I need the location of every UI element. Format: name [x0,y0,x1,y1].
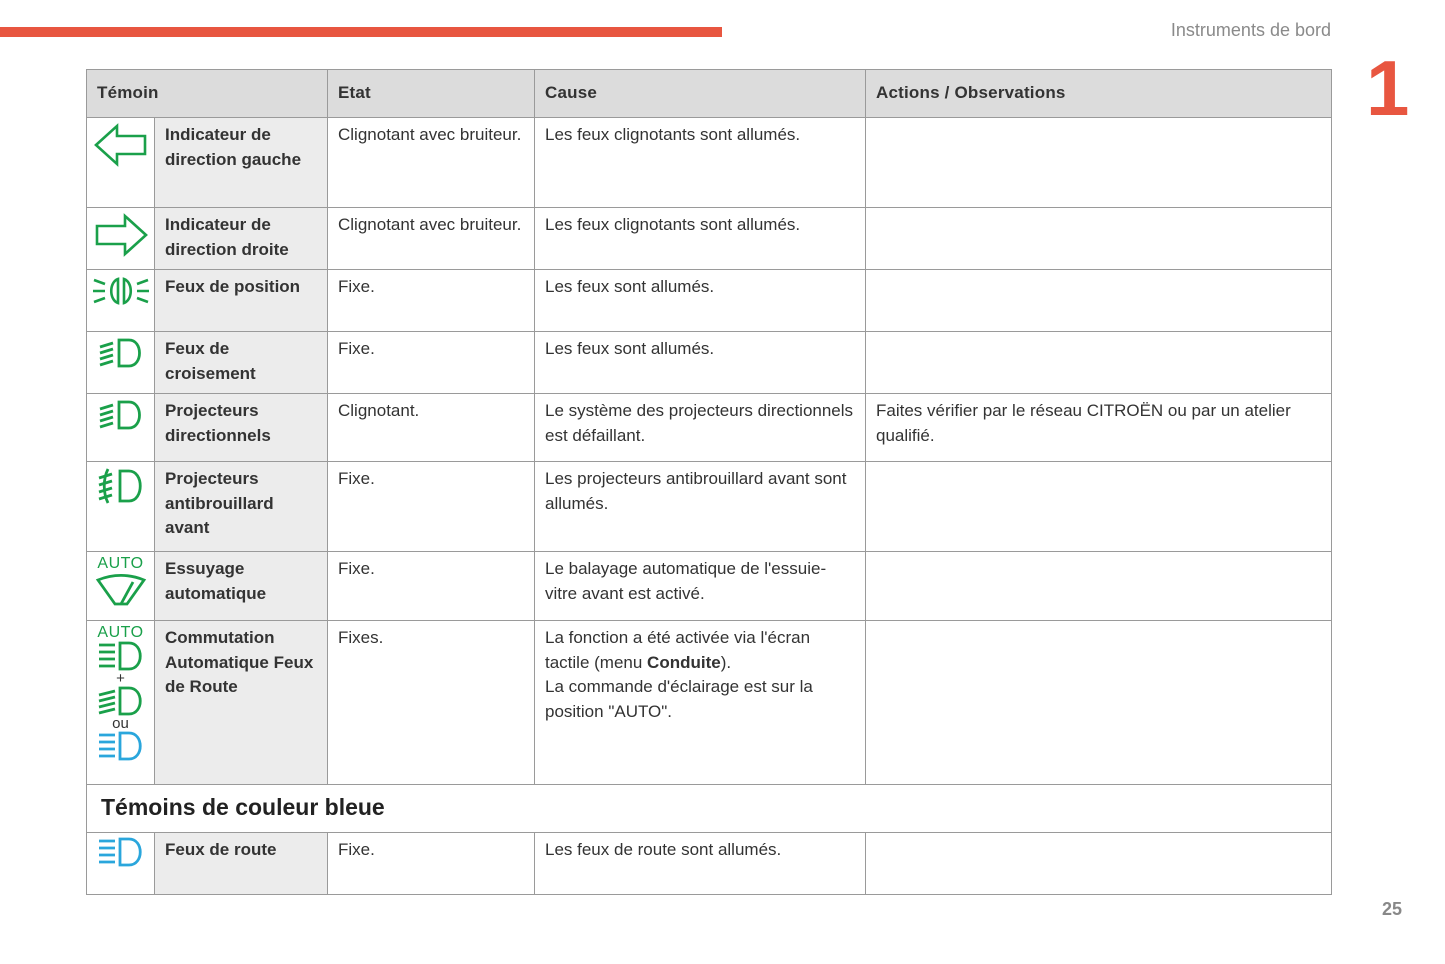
row-action [866,270,1332,332]
row-cause: Les feux clignotants sont allumés. [535,208,866,270]
section-title: Instruments de bord [1170,20,1331,40]
auto-label: AUTO [97,624,144,641]
row-cause: Le système des projecteurs directionnels est défaillant. [535,394,866,462]
cause-text: ). [720,652,732,672]
top-accent-bar [0,27,722,37]
indicator-table [86,69,1332,895]
main-beam-blue-icon [96,731,146,761]
or-label: ou [112,715,129,732]
column-header-temoin: Témoin [87,70,328,118]
row-cause: Le balayage automatique de l'essuie-vitre avant est activé. [535,552,866,621]
row-action [866,552,1332,621]
row-name: Feux de croisement [155,332,328,394]
table-row [87,462,1332,552]
row-etat: Clignotant avec bruiteur. [328,208,535,270]
table-row [87,833,1332,895]
page-number: 25 [1382,899,1403,919]
table-header-row [87,70,1332,118]
row-name: Indicateur de direction droite [155,208,328,270]
auto-wiper-icon [87,552,155,621]
row-name: Feux de route [155,833,328,895]
row-name: Projecteurs directionnels [155,394,328,462]
row-action [866,621,1332,785]
row-cause: Les projecteurs antibrouillard avant sont allumés. [535,462,866,552]
row-etat: Fixe. [328,552,535,621]
table-row [87,394,1332,462]
row-etat: Fixe. [328,462,535,552]
row-action: Faites vérifier par le réseau CITROËN ou par un atelier qualifié. [866,394,1332,462]
cause-menu-name: Conduite [647,652,721,672]
table-row [87,208,1332,270]
row-cause [535,621,866,785]
column-header-etat: Etat [328,70,535,118]
dipped-beam-green-icon [96,686,146,716]
row-action [866,118,1332,208]
main-beam-icon [87,833,155,895]
chapter-number: 1 [1366,44,1410,132]
row-name: Indicateur de direction gauche [155,118,328,208]
row-cause: Les feux sont allumés. [535,332,866,394]
row-action [866,462,1332,552]
row-cause: Les feux sont allumés. [535,270,866,332]
section-header-row [87,785,1332,833]
cause-text: La fonction a été activée via l'écran tactile (menu [545,628,811,672]
table-row [87,118,1332,208]
blue-section-title: Témoins de couleur bleue [87,785,1332,833]
dipped-beam-icon [87,332,155,394]
column-header-actions: Actions / Observations [866,70,1332,118]
row-cause: Les feux clignotants sont allumés. [535,118,866,208]
row-name: Projecteurs antibrouillard avant [155,462,328,552]
table-row [87,332,1332,394]
row-cause: Les feux de route sont allumés. [535,833,866,895]
row-etat: Fixe. [328,270,535,332]
cause-text: La commande d'éclairage est sur la position "AUTO". [545,677,813,721]
row-action [866,208,1332,270]
row-action [866,332,1332,394]
row-etat: Clignotant avec bruiteur. [328,118,535,208]
table-row [87,552,1332,621]
auto-main-beam-icon [87,621,155,785]
position-lights-icon [87,270,155,332]
row-action [866,833,1332,895]
main-beam-green-icon [96,641,146,671]
row-etat: Fixes. [328,621,535,785]
row-name: Feux de position [155,270,328,332]
row-name: Essuyage automatique [155,552,328,621]
table-row [87,270,1332,332]
row-etat: Fixe. [328,332,535,394]
row-etat: Fixe. [328,833,535,895]
directional-headlamps-icon [87,394,155,462]
turn-right-arrow-icon [87,208,155,270]
turn-left-arrow-icon [87,118,155,208]
front-fog-lamps-icon [87,462,155,552]
column-header-cause: Cause [535,70,866,118]
row-name: Commutation Automatique Feux de Route [155,621,328,785]
row-etat: Clignotant. [328,394,535,462]
auto-label: AUTO [97,555,144,572]
plus-label: + [116,670,125,687]
table-row [87,621,1332,785]
